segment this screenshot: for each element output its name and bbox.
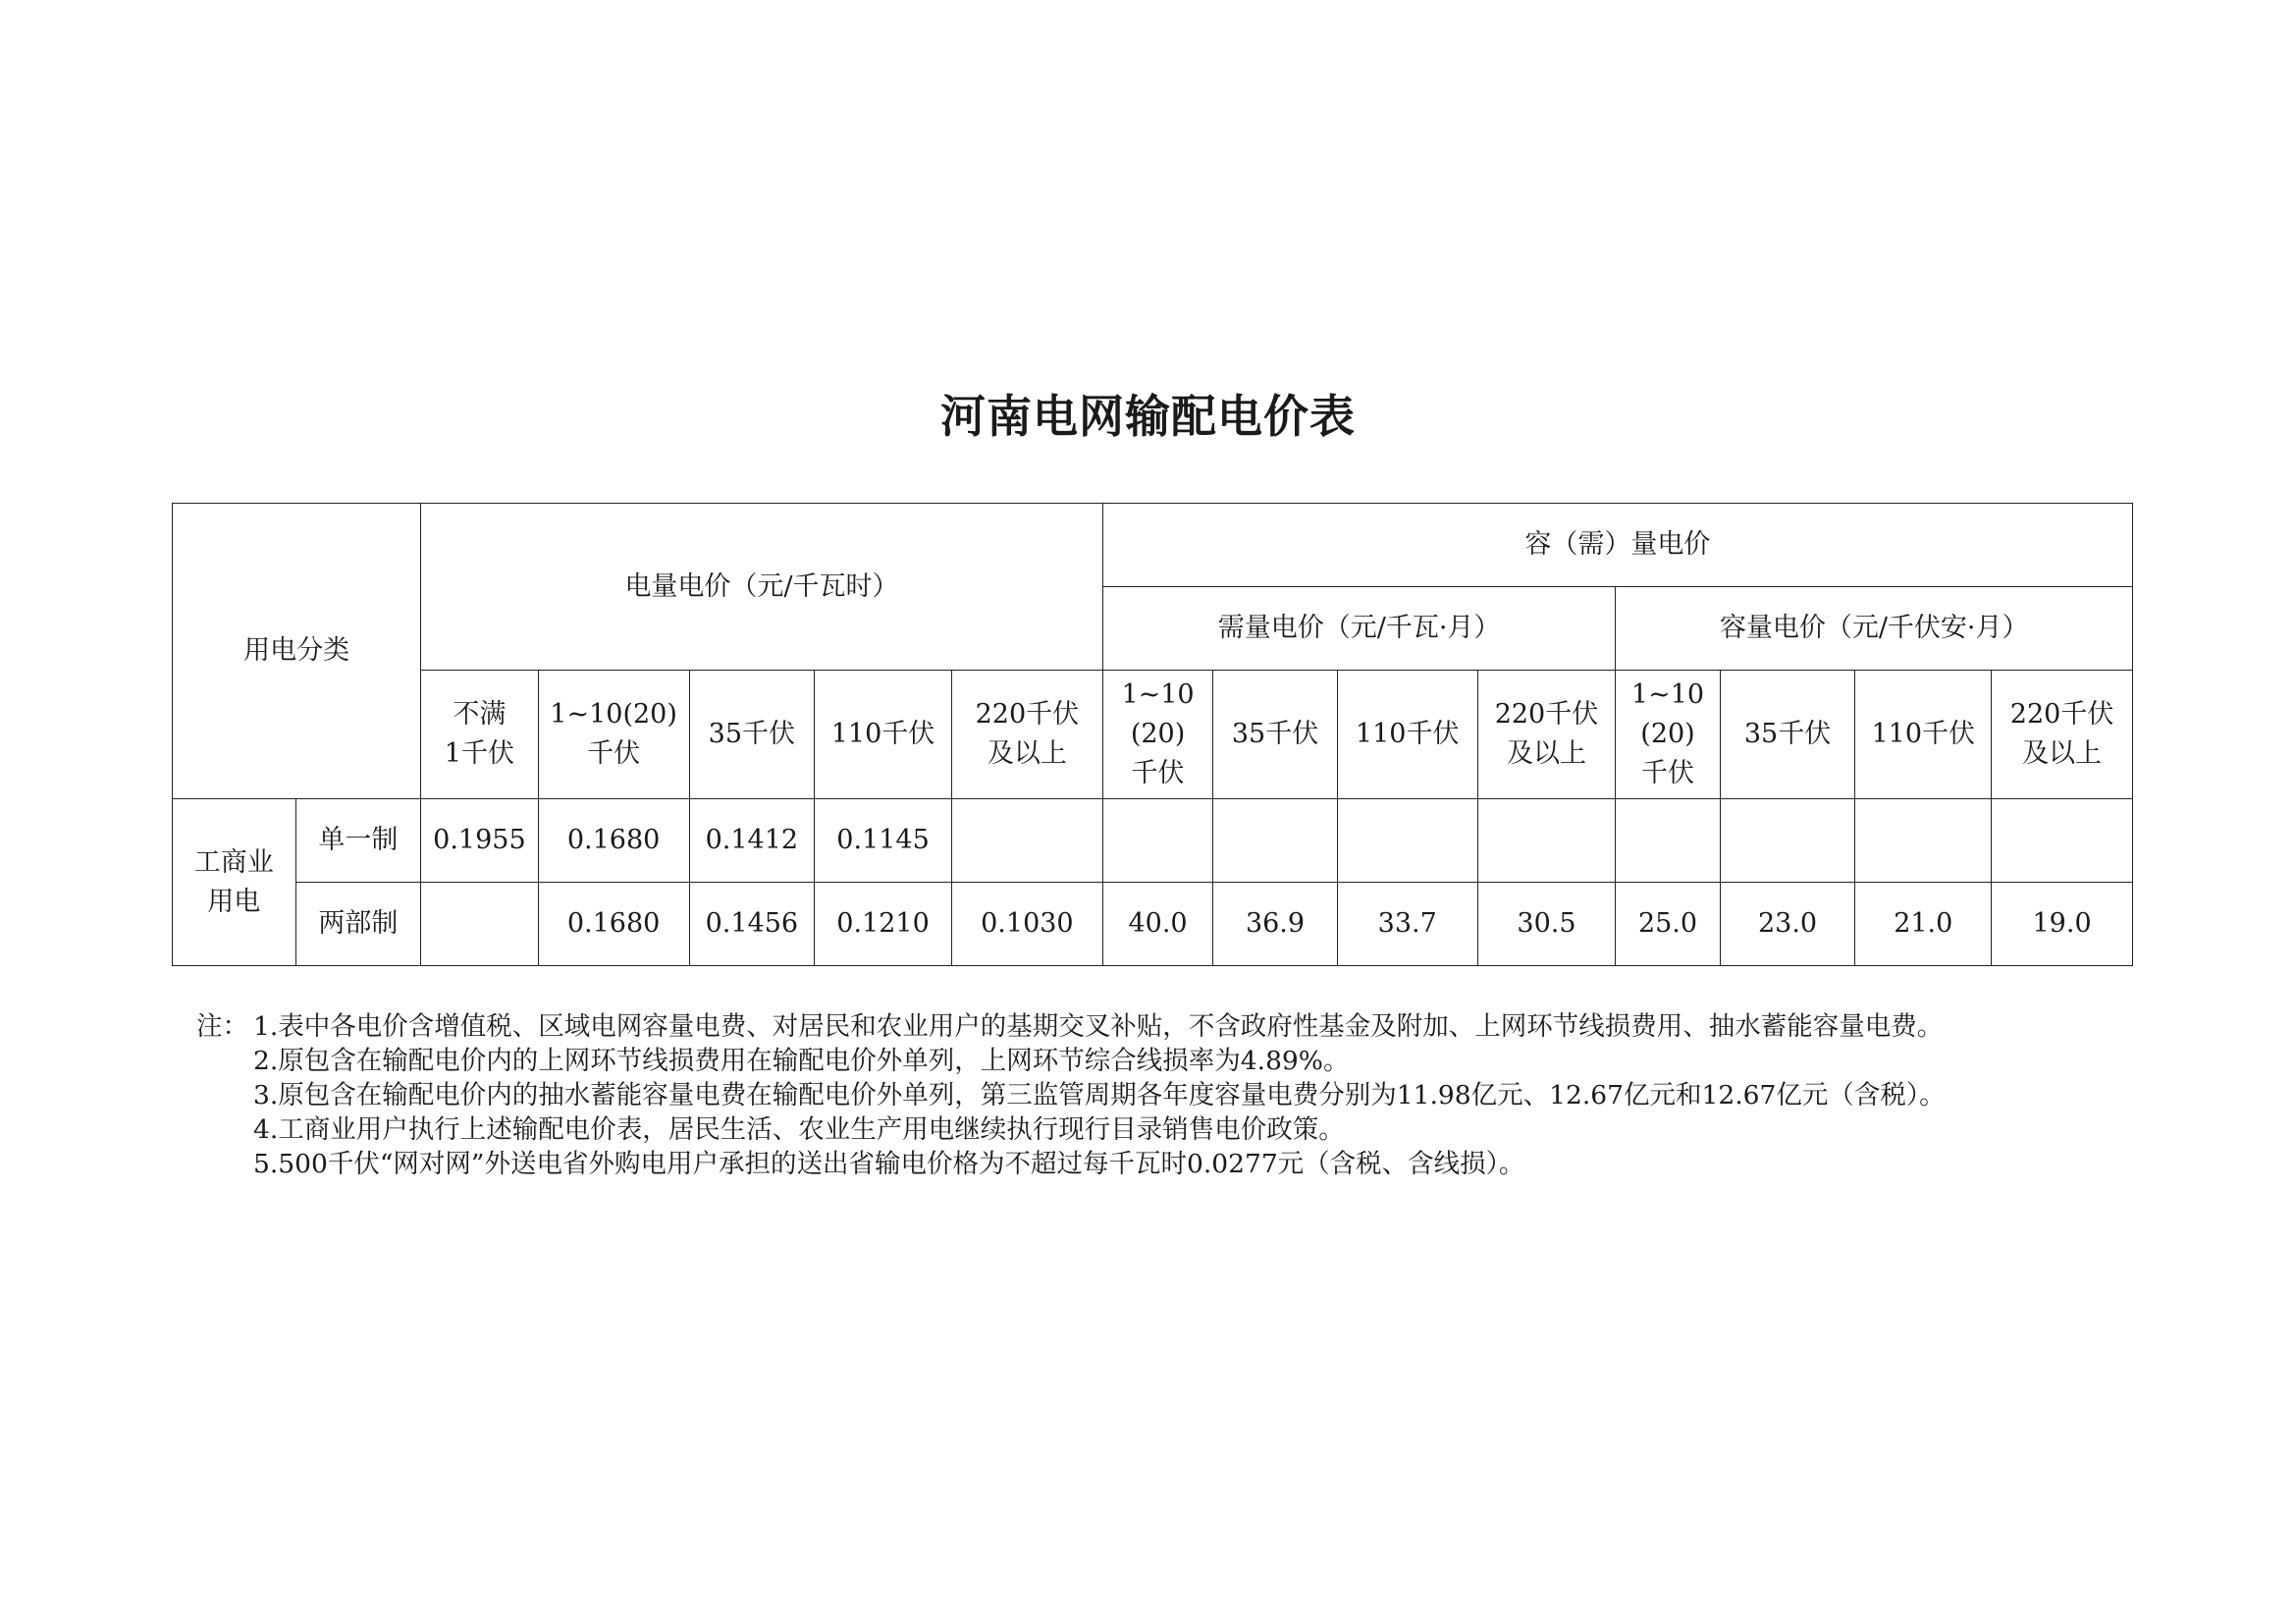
energy-cell: 0.1680 [538,883,689,966]
energy-price-header: 电量电价（元/千瓦时） [421,504,1103,671]
demand-cell: 30.5 [1477,883,1616,966]
note-item: 3.原包含在输配电价内的抽水蓄能容量电费在输配电价外单列，第三监管周期各年度容量电费分别为11.98亿元、12.67亿元和12.67亿元（含税）。 [253,1080,1946,1110]
capacity-voltage-header: 220千伏 及以上 [1992,671,2133,799]
row-label: 两部制 [295,883,421,966]
capacity-voltage-header: 110千伏 [1855,671,1992,799]
page-title: 河南电网输配电价表 [940,390,1356,443]
demand-price-header: 需量电价（元/千瓦·月） [1102,587,1616,671]
capacity-cell: 25.0 [1616,883,1720,966]
capacity-cell: 21.0 [1855,883,1992,966]
energy-voltage-header: 不满 1千伏 [421,671,538,799]
capacity-cell: 19.0 [1992,883,2133,966]
category-header: 用电分类 [173,504,421,799]
energy-cell [421,883,538,966]
demand-cell: 33.7 [1337,883,1477,966]
demand-voltage-header: 1~10 (20) 千伏 [1102,671,1212,799]
energy-cell: 0.1680 [538,799,689,883]
row-group-label: 工商业 用电 [173,799,296,966]
energy-cell: 0.1412 [689,799,815,883]
capacity-cell: 23.0 [1720,883,1855,966]
capacity-cell [1720,799,1855,883]
energy-voltage-header: 35千伏 [689,671,815,799]
demand-cell [1337,799,1477,883]
energy-cell [951,799,1102,883]
demand-cell: 36.9 [1213,883,1338,966]
demand-cell: 40.0 [1102,883,1212,966]
energy-voltage-header: 220千伏 及以上 [951,671,1102,799]
demand-cell [1477,799,1616,883]
energy-cell: 0.1456 [689,883,815,966]
tariff-table [172,503,2133,966]
demand-cell [1213,799,1338,883]
table-row [173,799,2133,883]
row-label: 单一制 [295,799,421,883]
energy-cell: 0.1955 [421,799,538,883]
energy-cell: 0.1210 [815,883,952,966]
table-row [173,883,2133,966]
note-item: 2.原包含在输配电价内的上网环节线损费用在输配电价外单列，上网环节综合线损率为4.89%。 [253,1046,1350,1076]
capacity-price-header: 容量电价（元/千伏安·月） [1616,587,2133,671]
capacity-voltage-header: 1~10 (20) 千伏 [1616,671,1720,799]
note-item: 5.500千伏“网对网”外送电省外购电用户承担的送出省输电价格为不超过每千瓦时0.0277元（含税、含线损）。 [253,1149,1525,1179]
energy-voltage-header: 110千伏 [815,671,952,799]
capacity-cell [1616,799,1720,883]
capacity-cell [1992,799,2133,883]
capacity-voltage-header: 35千伏 [1720,671,1855,799]
capacity-group-header: 容（需）量电价 [1102,504,2132,587]
capacity-cell [1855,799,1992,883]
demand-voltage-header: 220千伏 及以上 [1477,671,1616,799]
demand-cell [1102,799,1212,883]
notes-prefix: 注： [196,1011,248,1042]
energy-cell: 0.1030 [951,883,1102,966]
note-text: 1.表中各电价含增值税、区域电网容量电费、对居民和农业用户的基期交叉补贴，不含政府性基金及附加、上网环节线损费用、抽水蓄能容量电费。 [253,1011,1944,1042]
energy-cell: 0.1145 [815,799,952,883]
notes-section [196,1009,2120,1181]
energy-voltage-header: 1~10(20) 千伏 [538,671,689,799]
demand-voltage-header: 110千伏 [1337,671,1477,799]
demand-voltage-header: 35千伏 [1213,671,1338,799]
note-item: 4.工商业用户执行上述输配电价表，居民生活、农业生产用电继续执行现行目录销售电价政策。 [253,1114,1345,1145]
note-item [196,1009,2120,1044]
